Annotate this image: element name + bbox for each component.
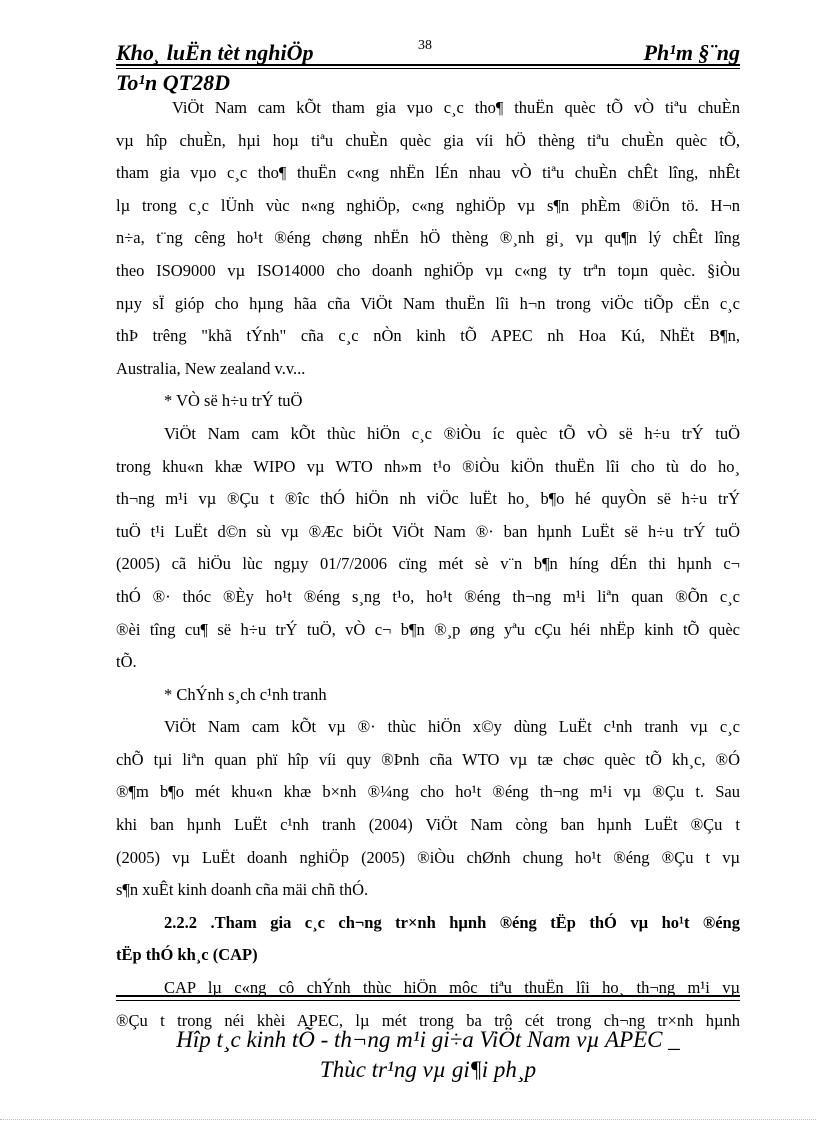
text-line: thÞ trêng "khã tÝnh" cña c¸c nÒn kinh tÕ APEC nh Hoa Kú, NhËt B¶n, bbox=[116, 326, 740, 346]
section-heading-2-2-2: 2.2.2 .Tham gia c¸c ch¬ng tr×nh hµnh ®éng tËp thÓ vµ ho¹t ®éng bbox=[164, 912, 740, 932]
header-rule-thick bbox=[116, 64, 740, 66]
header-rule-thin bbox=[116, 68, 740, 69]
text-line: n÷a, t¨ng cêng ho¹t ®éng chøng nhËn hÖ thèng ®¸nh gi¸ vµ qu¶n lý chÊt lîng bbox=[116, 228, 740, 248]
text-line: tuÖ t¹i LuËt d©n sù vµ ®Æc biÖt ViÖt Nam ®· ban hµnh LuËt së h÷u trÝ tuÖ bbox=[116, 521, 740, 541]
text-line: nµy sÏ gióp cho hµng hãa cña ViÖt Nam thuËn lîi h¬n trong viÖc tiÕp cËn c¸c bbox=[116, 293, 740, 313]
footer-title-line1: Hîp t¸c kinh tÕ - th¬ng m¹i gi÷a ViÖt Nam vµ APEC _ bbox=[176, 1027, 680, 1052]
text-line: ViÖt Nam cam kÕt tham gia vµo c¸c tho¶ thuËn quèc tÕ vÒ tiªu chuÈn bbox=[172, 98, 740, 117]
text-line: ®¶m b¶o mét khu«n khæ b×nh ®¼ng cho ho¹t ®éng th¬ng m¹i vµ ®Çu t. Sau bbox=[116, 782, 740, 802]
text-line: theo ISO9000 vµ ISO14000 cho doanh nghiÖp vµ c«ng ty trªn toµn quèc. §iÒu bbox=[116, 260, 740, 280]
text-line: lµ trong c¸c lÜnh vùc n«ng nghiÖp, c«ng nghiÖp vµ s¶n phÈm ®iÖn tö. H¬n bbox=[116, 195, 740, 215]
text-line: vµ hîp chuÈn, hµi hoµ tiªu chuÈn quèc gia víi hÖ thèng tiªu chuÈn quèc tÕ, bbox=[116, 130, 740, 150]
text-line: (2005) vµ LuËt doanh nghiÖp (2005) ®iÒu chØnh chung ho¹t ®éng ®Çu t vµ bbox=[116, 847, 740, 867]
text-line: ®èi tîng cu¶ së h÷u trÝ tuÖ, vÒ c¬ b¶n ®¸p øng yªu cÇu héi nhËp kinh tÕ quèc bbox=[116, 619, 740, 639]
text-line: chÕ tµi liªn quan phï hîp víi quy ®Þnh cña WTO vµ tæ chøc quèc tÕ kh¸c, ®Ó bbox=[116, 749, 740, 769]
text-line: ViÖt Nam cam kÕt vµ ®· thùc hiÖn x©y dùng LuËt c¹nh tranh vµ c¸c bbox=[164, 717, 740, 737]
text-line: CAP lµ c«ng cô chÝnh thùc hiÖn môc tiªu thuËn lîi ho¸ th¬ng m¹i vµ bbox=[164, 978, 740, 998]
text-line: ViÖt Nam cam kÕt thùc hiÖn c¸c ®iÒu íc quèc tÕ vÒ së h÷u trÝ tuÖ bbox=[164, 423, 740, 443]
header-author-name: Ph¹m §¨ng bbox=[643, 40, 740, 65]
text-line: ®Çu t trong néi khèi APEC, lµ mét trong ba trô cét trong ch¬ng tr×nh hµnh bbox=[116, 1010, 740, 1030]
text-line: trong khu«n khæ WIPO vµ WTO nh»m t¹o ®iÒu kiÖn thuËn lîi cho tù do ho¸ bbox=[116, 456, 740, 476]
footer-rule-thin bbox=[116, 1000, 740, 1001]
section-heading-intellectual-property: * VÒ së h÷u trÝ tuÖ bbox=[164, 391, 303, 411]
text-line: Australia, New zealand v.v... bbox=[116, 358, 306, 378]
page-number: 38 bbox=[418, 38, 432, 53]
text-line: (2005) cã hiÖu lùc ngµy 01/7/2006 cïng mét sè v¨n b¶n híng dÉn thi hµnh c¬ bbox=[116, 554, 740, 574]
body-text bbox=[116, 92, 740, 1037]
page-edge-divider bbox=[0, 1119, 816, 1120]
section-heading-competition-policy: * ChÝnh s¸ch c¹nh tranh bbox=[164, 684, 327, 704]
text-line: tÕ. bbox=[116, 652, 137, 672]
header-thesis-label: Kho¸ luËn tèt nghiÖp bbox=[116, 40, 314, 65]
text-line: s¶n xuÊt kinh doanh cña mäi chñ thÓ. bbox=[116, 880, 369, 900]
text-line: thÓ ®· thóc ®Èy ho¹t ®éng s¸ng t¹o, ho¹t ®éng th¬ng m¹i liªn quan ®Õn c¸c bbox=[116, 586, 740, 606]
footer-title-line2: Thùc tr¹ng vµ gi¶i ph¸p bbox=[319, 1057, 537, 1082]
text-line: tham gia vµo c¸c tho¶ thuËn c«ng nhËn lÉn nhau vÒ tiªu chuÈn chÊt lîng, nhÊt bbox=[116, 163, 740, 183]
section-heading-2-2-2-cont: tËp thÓ kh¸c (CAP) bbox=[116, 945, 258, 965]
text-line: th¬ng m¹i vµ ®Çu t ®îc thÓ hiÖn nh viÖc luËt ho¸ b¶o hé quyÒn së h÷u trÝ bbox=[116, 489, 740, 509]
header-author-class: To¹n QT28D bbox=[116, 70, 230, 95]
text-line: khi ban hµnh LuËt c¹nh tranh (2004) ViÖt Nam còng ban hµnh LuËt ®Çu t bbox=[116, 815, 740, 835]
footer-rule-thick bbox=[116, 995, 740, 997]
